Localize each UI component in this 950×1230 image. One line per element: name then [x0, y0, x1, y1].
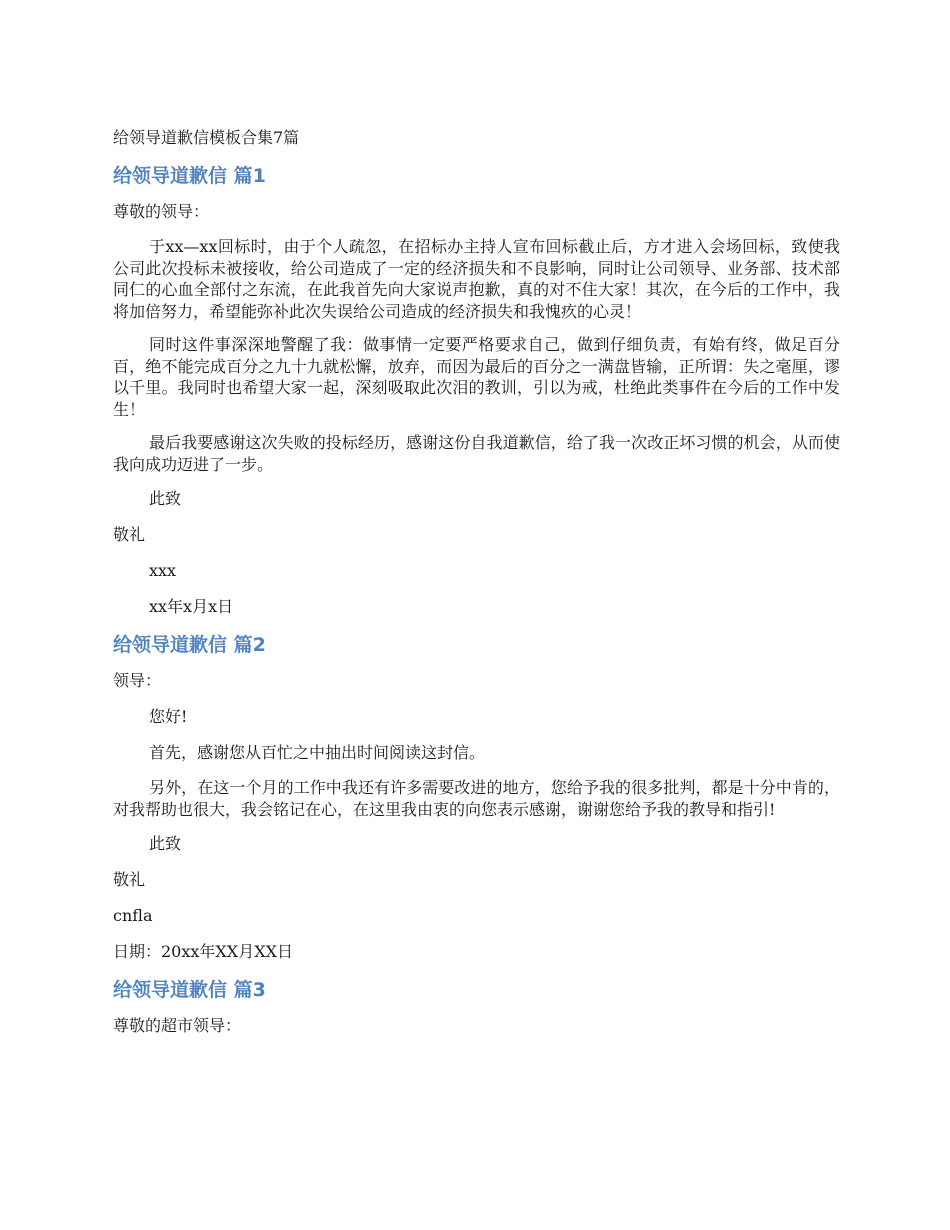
- section-2: [113, 631, 840, 964]
- closing: 此致: [149, 834, 182, 853]
- regards: 敬礼: [113, 870, 146, 889]
- greeting: 您好!: [149, 707, 188, 726]
- body-paragraph: 另外，在这一个月的工作中我还有许多需要改进的地方，您给予我的很多批判，都是十分中肯的，对我帮助也很大，我会铭记在心，在这里我由衷的向您表示感谢，谢谢您给予我的教导和指引!: [113, 778, 840, 819]
- document-title: 给领导道歉信模板合集7篇: [113, 128, 300, 147]
- body-paragraph: 同时这件事深深地警醒了我：做事情一定要严格要求自己，做到仔细负责，有始有终，做足百分百，绝不能完成百分之九十九就松懈，放弃，而因为最后的百分之一满盘皆输，正所谓：失之毫厘，谬以千里。我同时也希望大家一起，深刻吸取此次泪的教训，引以为戒，杜绝此类事件在今后的工作中发生！: [113, 335, 840, 419]
- salutation: 尊敬的领导：: [113, 202, 210, 221]
- section-heading: 给领导道歉信 篇1: [113, 165, 266, 187]
- body-paragraph: 于xx—xx回标时，由于个人疏忽，在招标办主持人宣布回标截止后，方才进入会场回标，致使我公司此次投标未被接收，给公司造成了一定的经济损失和不良影响，同时让公司领导、业务部、技术部同仁的心血全部付之东流，在此我首先向大家说声抱歉，真的对不住大家！其次，在今后的工作中，我将加倍努力，希望能弥补此次失误给公司造成的经济损失和我愧疚的心灵！: [113, 237, 840, 321]
- salutation: 尊敬的超市领导：: [113, 1016, 242, 1035]
- section-heading: 给领导道歉信 篇2: [113, 634, 266, 656]
- section-3: [113, 976, 840, 1038]
- signature: xxx: [149, 561, 177, 580]
- regards: 敬礼: [113, 525, 146, 544]
- letter-date: xx年x月x日: [149, 597, 234, 616]
- section-1: [113, 162, 840, 619]
- body-paragraph: 首先，感谢您从百忙之中抽出时间阅读这封信。: [149, 743, 486, 762]
- document-body: [113, 126, 840, 1050]
- closing: 此致: [149, 489, 182, 508]
- letter-date: 日期：20xx年XX月XX日: [113, 942, 293, 961]
- body-paragraph: 最后我要感谢这次失败的投标经历，感谢这份自我道歉信，给了我一次改正坏习惯的机会，从而使我向成功迈进了一步。: [113, 433, 840, 474]
- signature: cnfla: [113, 906, 153, 925]
- salutation: 领导：: [113, 671, 162, 690]
- section-heading: 给领导道歉信 篇3: [113, 979, 266, 1001]
